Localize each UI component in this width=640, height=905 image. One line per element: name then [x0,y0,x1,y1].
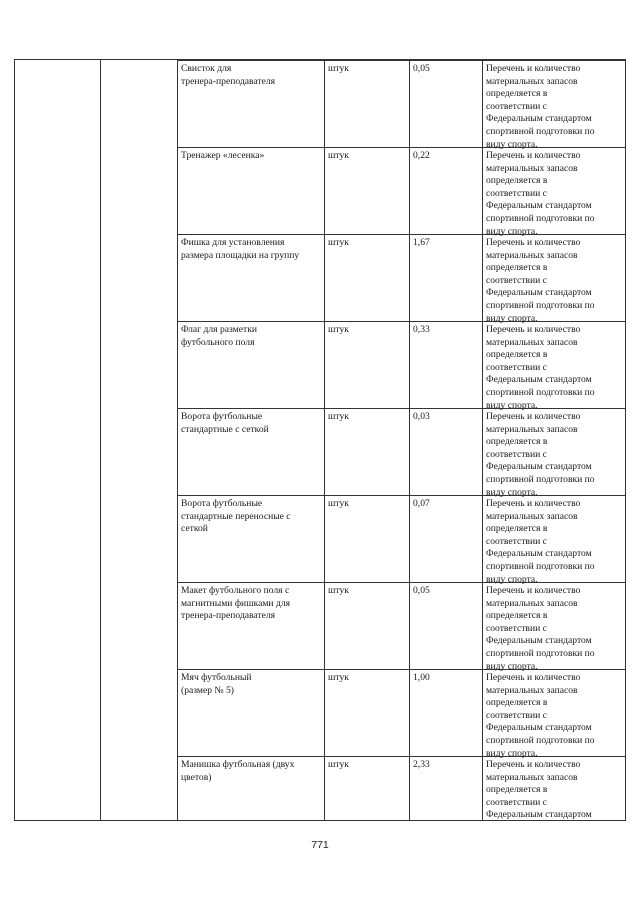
table-row [177,669,626,759]
table-row [177,234,626,324]
item-name: Манишка футбольная (двух цветов) [181,759,295,783]
item-name: Фишка для установления размера площадки на группу [181,237,300,261]
item-note: Перечень и количество материальных запасов определяется в соответствии с Федеральным стандартом спортивной подготовки по виду спорта. [486,324,595,411]
equipment-table [14,59,626,821]
item-note: Перечень и количество материальных запасов определяется в соответствии с Федеральным стандартом спортивной подготовки по виду спорта. [486,672,595,759]
page-number: 771 [311,839,329,851]
item-note: Перечень и количество материальных запасов определяется в соответствии с Федеральным стандартом спортивной подготовки по виду спорта. [486,63,595,150]
table-row [177,756,626,821]
item-quantity: 0,07 [413,498,430,509]
item-name: Макет футбольного поля с магнитными фишками для тренера-преподавателя [181,585,291,622]
item-unit: штук [328,150,349,161]
table-row [177,495,626,585]
item-note: Перечень и количество материальных запасов определяется в соответствии с Федеральным стандартом спортивной подготовки по виду спорта. [486,150,595,237]
item-quantity: 1,67 [413,237,430,248]
item-unit: штук [328,324,349,335]
item-unit: штук [328,498,349,509]
item-unit: штук [328,237,349,248]
item-name: Флаг для разметки футбольного поля [181,324,257,348]
item-name: Ворота футбольные стандартные переносные с сеткой [181,498,291,535]
item-quantity: 0,33 [413,324,430,335]
item-unit: штук [328,585,349,596]
item-name: Свисток для тренера-преподавателя [181,63,276,87]
item-note: Перечень и количество материальных запасов определяется в соответствии с Федеральным стандартом спортивной подготовки по виду спорта. [486,411,595,498]
item-name: Ворота футбольные стандартные с сеткой [181,411,269,435]
item-name: Мяч футбольный (размер № 5) [181,672,252,696]
column-divider [177,60,178,820]
item-unit: штук [328,672,349,683]
item-note: Перечень и количество материальных запасов определяется в соответствии с Федеральным стандартом спортивной подготовки по виду спорта. [486,498,595,585]
table-row [177,321,626,411]
item-unit: штук [328,63,349,74]
item-quantity: 0,05 [413,585,430,596]
item-quantity: 1,00 [413,672,430,683]
column-divider [409,60,410,820]
table-row [177,147,626,237]
item-name: Тренажер «лесенка» [181,150,265,161]
item-unit: штук [328,411,349,422]
item-unit: штук [328,759,349,770]
table-row [177,60,626,150]
item-note: Перечень и количество материальных запасов определяется в соответствии с Федеральным стандартом спортивной подготовки по виду спорта. [486,585,595,672]
item-quantity: 0,03 [413,411,430,422]
item-quantity: 0,05 [413,63,430,74]
item-note: Перечень и количество материальных запасов определяется в соответствии с Федеральным стандартом [486,759,592,821]
item-quantity: 2,33 [413,759,430,770]
item-note: Перечень и количество материальных запасов определяется в соответствии с Федеральным стандартом спортивной подготовки по виду спорта. [486,237,595,324]
table-row [177,408,626,498]
column-divider [100,60,101,820]
item-quantity: 0,22 [413,150,430,161]
column-divider [324,60,325,820]
table-row [177,582,626,672]
